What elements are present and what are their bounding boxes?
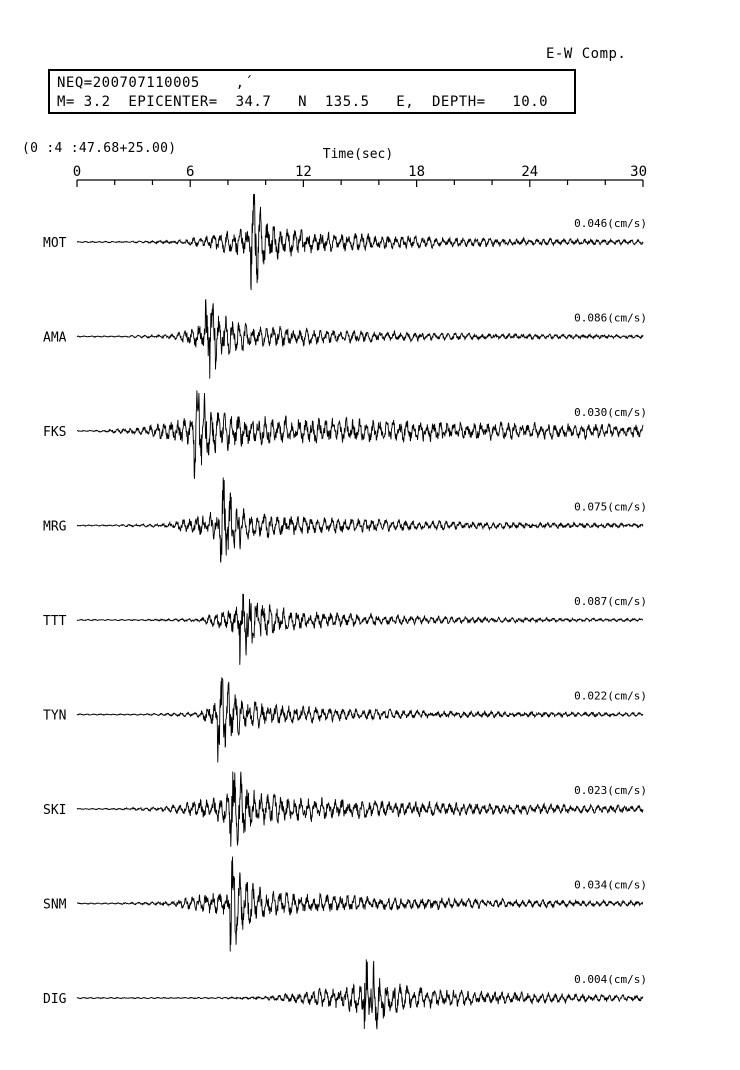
amplitude-scale-label: 0.022(cm/s) bbox=[574, 689, 647, 703]
amplitude-scale-label: 0.086(cm/s) bbox=[574, 311, 647, 325]
amplitude-scale-label: 0.030(cm/s) bbox=[574, 406, 647, 419]
x-tick-label: 0 bbox=[72, 164, 82, 180]
x-tick-label: 18 bbox=[408, 164, 426, 180]
station-label: SNM bbox=[43, 897, 67, 913]
x-tick-label: 30 bbox=[630, 164, 647, 180]
waveform-line bbox=[77, 857, 643, 952]
amplitude-scale-label: 0.023(cm/s) bbox=[574, 784, 647, 797]
trace-tyn bbox=[43, 678, 647, 763]
waveform-line bbox=[77, 478, 643, 563]
waveform-line bbox=[77, 390, 643, 479]
station-label: DIG bbox=[43, 992, 67, 1007]
station-label: SKI bbox=[43, 803, 67, 818]
x-axis-label: Time(sec) bbox=[322, 147, 394, 162]
event-id-line: NEQ=200707110005 ,´ bbox=[57, 75, 254, 91]
seismogram-traces bbox=[43, 194, 647, 1029]
station-label: TYN bbox=[43, 708, 67, 724]
waveform-line bbox=[77, 772, 643, 847]
amplitude-scale-label: 0.087(cm/s) bbox=[574, 595, 647, 608]
amplitude-scale-label: 0.004(cm/s) bbox=[574, 973, 647, 986]
component-label: E-W Comp. bbox=[546, 46, 627, 62]
amplitude-scale-label: 0.034(cm/s) bbox=[574, 878, 647, 892]
waveform-line bbox=[77, 299, 643, 378]
waveform-line bbox=[77, 959, 643, 1029]
waveform-line bbox=[77, 594, 643, 665]
trace-ttt bbox=[43, 594, 647, 665]
amplitude-scale-label: 0.046(cm/s) bbox=[574, 217, 647, 230]
station-label: MRG bbox=[43, 519, 67, 535]
magnitude-epicenter-line: M= 3.2 EPICENTER= 34.7 N 135.5 E, DEPTH= 10.0 bbox=[57, 94, 549, 110]
time-axis bbox=[73, 164, 647, 187]
waveform-line bbox=[77, 194, 643, 290]
station-label: AMA bbox=[43, 330, 67, 346]
trace-mot bbox=[43, 194, 647, 290]
station-label: MOT bbox=[43, 236, 67, 251]
trace-fks bbox=[43, 390, 647, 479]
trace-snm bbox=[43, 857, 647, 952]
x-tick-label: 24 bbox=[521, 164, 539, 180]
x-tick-label: 6 bbox=[185, 164, 195, 180]
station-label: FKS bbox=[43, 425, 67, 440]
trace-mrg bbox=[43, 478, 647, 563]
waveform-line bbox=[77, 678, 643, 763]
trace-ama bbox=[43, 299, 647, 378]
trace-dig bbox=[43, 959, 647, 1029]
trace-ski bbox=[43, 772, 647, 847]
origin-time-label: (0 :4 :47.68+25.00) bbox=[22, 141, 177, 156]
x-tick-label: 12 bbox=[294, 164, 312, 180]
station-label: TTT bbox=[43, 614, 67, 629]
amplitude-scale-label: 0.075(cm/s) bbox=[574, 500, 647, 514]
